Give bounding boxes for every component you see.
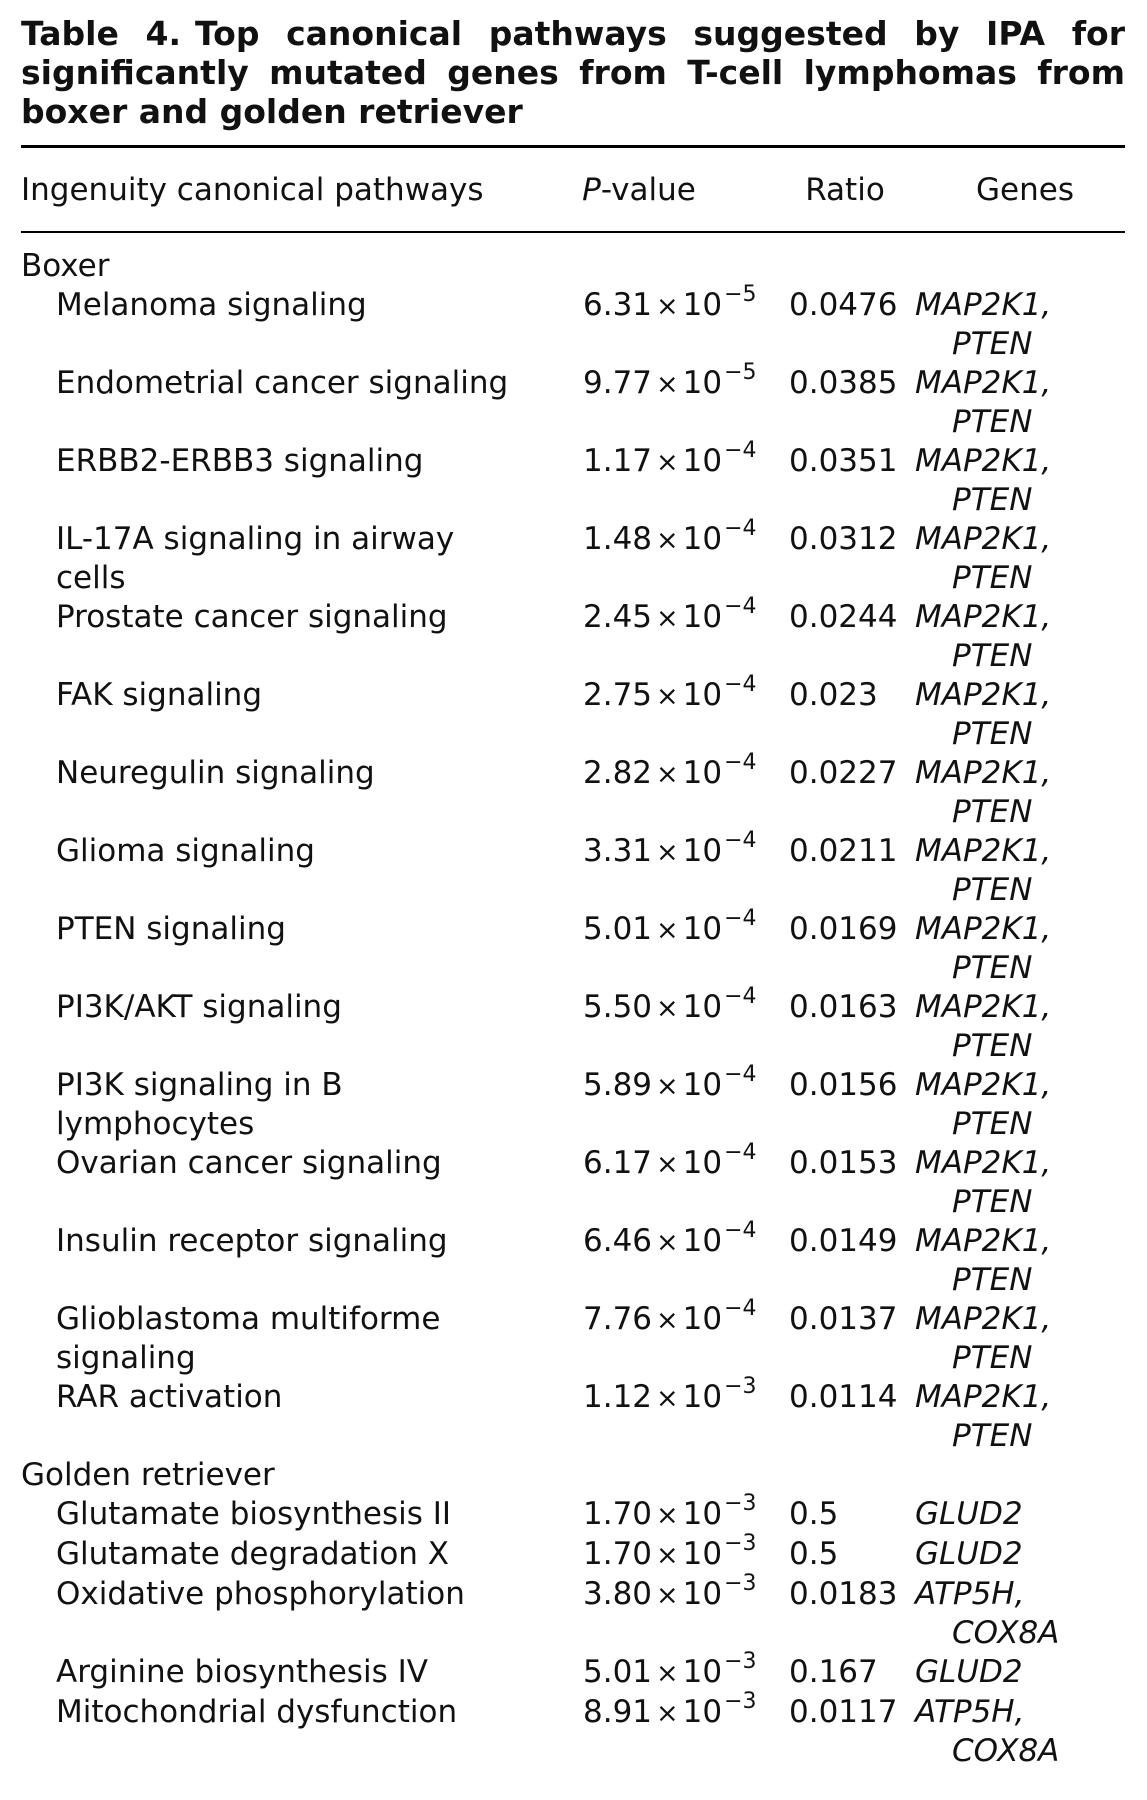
p-value-base: 10 [682,1145,723,1181]
table-row [21,282,1125,364]
table-figure [21,14,1125,1771]
genes-cell [915,832,1125,910]
times-symbol: × [656,525,679,556]
gene-name: MAP2K1, [915,677,1052,713]
pathway-name: ERBB2-ERBB3 signaling [56,443,424,479]
header-pathways: Ingenuity canonical pathways [21,171,484,208]
p-value [533,1571,775,1615]
gene-name: GLUD2 [915,1654,1023,1690]
gene-name: PTEN [952,1028,1033,1064]
gene-name: MAP2K1, [915,755,1052,791]
pathway-name: Glioblastoma multiforme signaling [56,1301,441,1376]
p-value-mantissa: 5.89 [583,1067,653,1103]
p-value-base: 10 [682,1067,723,1103]
p-value-mantissa: 5.01 [583,911,653,947]
gene-name: PTEN [952,404,1033,440]
p-value-mantissa: 1.17 [583,443,653,479]
p-value [533,750,775,794]
p-value-base: 10 [682,1379,723,1415]
genes-cell [915,1535,1125,1574]
p-value-exponent: −3 [724,1374,757,1399]
pathway-name: Insulin receptor signaling [56,1223,448,1259]
genes-cell [915,1693,1125,1771]
gene-name: COX8A [952,1733,1060,1769]
pathway-name: Glutamate biosynthesis II [56,1496,452,1532]
gene-name: PTEN [952,560,1033,596]
p-value [533,594,775,638]
table-row [21,828,1125,910]
p-value [533,1140,775,1184]
pathway-name: Prostate cancer signaling [56,599,448,635]
times-symbol: × [656,603,679,634]
table-row [21,672,1125,754]
p-value [533,1062,775,1106]
p-value-mantissa: 3.31 [583,833,653,869]
p-value-mantissa: 2.75 [583,677,653,713]
p-value-exponent: −5 [724,282,757,307]
ratio-value: 0.0156 [789,1067,898,1103]
p-value-base: 10 [682,1654,723,1690]
p-value-exponent: −4 [724,1140,757,1165]
p-value-mantissa: 7.76 [583,1301,653,1337]
pathway-name: PTEN signaling [56,911,286,947]
p-value [533,1531,775,1575]
ratio-value: 0.0183 [789,1576,898,1612]
gene-name: GLUD2 [915,1536,1023,1572]
p-value-exponent: −4 [724,906,757,931]
section-heading: Boxer [21,248,110,284]
gene-name: PTEN [952,638,1033,674]
gene-name: PTEN [952,1184,1033,1220]
times-symbol: × [656,1149,679,1180]
p-value [533,1218,775,1262]
header-ratio: Ratio [805,171,885,208]
times-symbol: × [656,915,679,946]
ratio-value: 0.0227 [789,755,898,791]
p-value-exponent: −4 [724,438,757,463]
ratio-value: 0.0153 [789,1145,898,1181]
p-value-exponent: −4 [724,594,757,619]
table-row [21,1649,1125,1693]
p-value-base: 10 [682,1301,723,1337]
gene-name: PTEN [952,326,1033,362]
ratio-value: 0.0244 [789,599,898,635]
p-value [533,984,775,1028]
p-value [533,1491,775,1535]
p-value-mantissa: 1.48 [583,521,653,557]
p-value-mantissa: 8.91 [583,1694,653,1730]
ratio-value: 0.0114 [789,1379,898,1415]
p-value [533,1689,775,1733]
gene-name: PTEN [952,794,1033,830]
p-value-exponent: −5 [724,360,757,385]
p-value-exponent: −4 [724,750,757,775]
genes-cell [915,598,1125,676]
p-value-mantissa: 2.45 [583,599,653,635]
p-value-mantissa: 6.31 [583,287,653,323]
p-value-mantissa: 3.80 [583,1576,653,1612]
table-row [21,906,1125,988]
gene-name: PTEN [952,872,1033,908]
p-value-base: 10 [682,1223,723,1259]
table-row [21,516,1125,598]
p-value-mantissa: 6.46 [583,1223,653,1259]
ratio-value: 0.0149 [789,1223,898,1259]
p-value-exponent: −3 [724,1689,757,1714]
p-value-exponent: −3 [724,1571,757,1596]
times-symbol: × [656,681,679,712]
p-value-exponent: −4 [724,516,757,541]
p-value-exponent: −4 [724,672,757,697]
p-value-mantissa: 2.82 [583,755,653,791]
table-row [21,1140,1125,1222]
genes-cell [915,1222,1125,1300]
times-symbol: × [656,447,679,478]
table-section [21,247,1125,1456]
pathway-name: Melanoma signaling [56,287,367,323]
table-caption [21,14,1125,131]
gene-name: PTEN [952,1106,1033,1142]
gene-name: MAP2K1, [915,521,1052,557]
gene-name: MAP2K1, [915,1223,1052,1259]
pathway-name: Ovarian cancer signaling [56,1145,442,1181]
table-row [21,1491,1125,1535]
p-value-base: 10 [682,833,723,869]
p-value-exponent: −3 [724,1491,757,1516]
gene-name: PTEN [952,950,1033,986]
gene-name: PTEN [952,482,1033,518]
ratio-value: 0.167 [789,1654,878,1690]
gene-name: PTEN [952,1418,1033,1454]
pathway-name: FAK signaling [56,677,263,713]
p-value-base: 10 [682,1576,723,1612]
gene-name: MAP2K1, [915,989,1052,1025]
header-pvalue [533,172,775,208]
pathway-name: Glioma signaling [56,833,315,869]
table-caption-text: Top canonical pathways suggested by IPA for significantly mutated genes from T-cell lymphomas from boxer and golden retriever [21,14,1125,131]
gene-name: MAP2K1, [915,1301,1052,1337]
times-symbol: × [656,1383,679,1414]
p-value-base: 10 [682,365,723,401]
p-value-mantissa: 1.70 [583,1496,653,1532]
genes-cell [915,754,1125,832]
p-value-mantissa: 1.12 [583,1379,653,1415]
p-value-base: 10 [682,1536,723,1572]
times-symbol: × [656,369,679,400]
table-row [21,1374,1125,1456]
p-value [533,360,775,404]
p-value-mantissa: 9.77 [583,365,653,401]
ratio-value: 0.023 [789,677,878,713]
p-value-base: 10 [682,677,723,713]
genes-cell [915,520,1125,598]
genes-cell [915,364,1125,442]
times-symbol: × [656,1071,679,1102]
pathway-name: PI3K/AKT signaling [56,989,342,1025]
genes-cell [915,1144,1125,1222]
pathway-name: Neuregulin signaling [56,755,375,791]
table-body [21,233,1125,1771]
gene-name: MAP2K1, [915,287,1052,323]
p-value [533,906,775,950]
p-value-exponent: −4 [724,984,757,1009]
gene-name: PTEN [952,716,1033,752]
p-value-exponent: −4 [724,1218,757,1243]
times-symbol: × [656,1540,679,1571]
table-row [21,594,1125,676]
gene-name: COX8A [952,1615,1060,1651]
section-heading: Golden retriever [21,1457,275,1493]
p-value-base: 10 [682,1496,723,1532]
gene-name: MAP2K1, [915,1145,1052,1181]
table-row [21,1531,1125,1575]
p-value-mantissa: 5.50 [583,989,653,1025]
times-symbol: × [656,291,679,322]
times-symbol: × [656,837,679,868]
ratio-value: 0.0312 [789,521,898,557]
header-pvalue-p: P [582,171,601,208]
gene-name: MAP2K1, [915,1067,1052,1103]
genes-cell [915,286,1125,364]
p-value-base: 10 [682,911,723,947]
p-value-base: 10 [682,287,723,323]
p-value-base: 10 [682,443,723,479]
pathway-name: Arginine biosynthesis IV [56,1654,428,1690]
genes-cell [915,1653,1125,1692]
p-value-exponent: −4 [724,1296,757,1321]
p-value-base: 10 [682,1694,723,1730]
genes-cell [915,1300,1125,1378]
p-value [533,828,775,872]
gene-name: PTEN [952,1262,1033,1298]
times-symbol: × [656,993,679,1024]
gene-name: MAP2K1, [915,443,1052,479]
gene-name: MAP2K1, [915,833,1052,869]
p-value [533,672,775,716]
p-value-exponent: −3 [724,1649,757,1674]
header-pvalue-rest: -value [600,171,696,208]
p-value-mantissa: 5.01 [583,1654,653,1690]
times-symbol: × [656,1580,679,1611]
genes-cell [915,442,1125,520]
p-value-base: 10 [682,599,723,635]
gene-name: MAP2K1, [915,1379,1052,1415]
p-value [533,1296,775,1340]
p-value-base: 10 [682,755,723,791]
table-row [21,1218,1125,1300]
genes-cell [915,1575,1125,1653]
p-value-mantissa: 6.17 [583,1145,653,1181]
p-value-base: 10 [682,989,723,1025]
pathway-name: Glutamate degradation X [56,1536,450,1572]
p-value-mantissa: 1.70 [583,1536,653,1572]
table-row [21,438,1125,520]
p-value-exponent: −4 [724,1062,757,1087]
table-row [21,1689,1125,1771]
gene-name: MAP2K1, [915,911,1052,947]
ratio-value: 0.0117 [789,1694,898,1730]
table-row [21,1062,1125,1144]
ratio-value: 0.0351 [789,443,898,479]
ratio-value: 0.0137 [789,1301,898,1337]
times-symbol: × [656,1227,679,1258]
times-symbol: × [656,1305,679,1336]
ratio-value: 0.0385 [789,365,898,401]
pathway-name: Oxidative phosphorylation [56,1576,465,1612]
ratio-value: 0.0211 [789,833,898,869]
table-row [21,1296,1125,1378]
table-header-row [21,148,1125,231]
ratio-value: 0.0163 [789,989,898,1025]
table-row [21,360,1125,442]
p-value-exponent: −4 [724,828,757,853]
ratio-value: 0.0476 [789,287,898,323]
times-symbol: × [656,1698,679,1729]
p-value [533,282,775,326]
gene-name: MAP2K1, [915,599,1052,635]
gene-name: PTEN [952,1340,1033,1376]
table-label: Table 4. [21,14,182,53]
times-symbol: × [656,1500,679,1531]
p-value [533,1374,775,1418]
pathway-name: RAR activation [56,1379,283,1415]
p-value [533,438,775,482]
ratio-value: 0.0169 [789,911,898,947]
table-row [21,984,1125,1066]
times-symbol: × [656,759,679,790]
header-genes: Genes [976,171,1074,208]
p-value [533,516,775,560]
gene-name: ATP5H, [915,1576,1025,1612]
table-row [21,1571,1125,1653]
genes-cell [915,1378,1125,1456]
gene-name: GLUD2 [915,1496,1023,1532]
pathway-name: Mitochondrial dysfunction [56,1694,458,1730]
pathway-name: Endometrial cancer signaling [56,365,509,401]
ratio-value: 0.5 [789,1496,839,1532]
gene-name: ATP5H, [915,1694,1025,1730]
ratio-value: 0.5 [789,1536,839,1572]
p-value [533,1649,775,1693]
genes-cell [915,1495,1125,1534]
table-section [21,1456,1125,1771]
p-value-base: 10 [682,521,723,557]
pathway-name: IL-17A signaling in airway cells [56,521,455,596]
genes-cell [915,1066,1125,1144]
genes-cell [915,910,1125,988]
genes-cell [915,988,1125,1066]
genes-cell [915,676,1125,754]
times-symbol: × [656,1658,679,1689]
pathway-name: PI3K signaling in B lymphocytes [56,1067,343,1142]
gene-name: MAP2K1, [915,365,1052,401]
p-value-exponent: −3 [724,1531,757,1556]
table-row [21,750,1125,832]
